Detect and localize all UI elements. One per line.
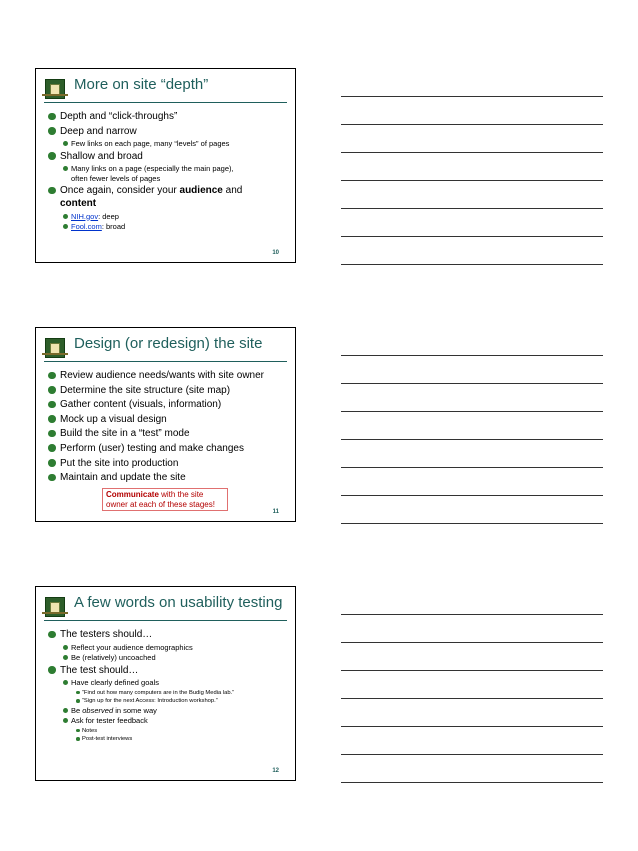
bullet: Perform (user) testing and make changes	[36, 442, 295, 455]
notes-line	[341, 152, 603, 153]
slide-10	[35, 68, 296, 263]
slide-number: 11	[272, 509, 279, 515]
slide-number: 10	[272, 250, 279, 256]
bullet	[36, 125, 295, 138]
bullet: The test should…	[36, 664, 295, 677]
bullet	[36, 110, 295, 123]
notes-line	[341, 726, 603, 727]
notes-line	[341, 264, 603, 265]
notes-line	[341, 124, 603, 125]
notes-line	[341, 523, 603, 524]
sub-bullet: Reflect your audience demographics	[36, 643, 295, 653]
bullet-text: Once again, consider your	[60, 185, 180, 196]
notes-line	[341, 355, 603, 356]
notes-line	[341, 439, 603, 440]
sub-bullet: Have clearly defined goals	[36, 678, 295, 688]
sub-sub-bullet: “Find out how many computers are in the Budig Media lab.”	[36, 689, 295, 697]
bullet-text: Depth and “click-throughs”	[60, 111, 178, 122]
bullet: Build the site in a “test” mode	[36, 427, 295, 440]
bullet: Put the site into production	[36, 457, 295, 470]
bullet-emphasis: content	[60, 198, 97, 209]
notes-line	[341, 96, 603, 97]
sub-bullet	[36, 164, 295, 183]
slide-number: 12	[272, 768, 279, 774]
notes-line	[341, 208, 603, 209]
notes-line	[341, 383, 603, 384]
bullet-text: Deep and narrow	[60, 125, 137, 137]
slide-12	[35, 586, 296, 781]
slide-header	[36, 69, 295, 103]
sub-bullet	[36, 139, 295, 149]
bullet-emphasis: observed	[82, 705, 114, 715]
notes-line	[341, 782, 603, 783]
sub-bullet: Be (relatively) uncoached	[36, 653, 295, 663]
sub-bullet	[36, 222, 295, 232]
bullet-text: in some way	[113, 705, 157, 715]
bullet-emphasis: audience	[179, 185, 223, 196]
notes-line	[341, 180, 603, 181]
callout-emphasis: Communicate	[106, 490, 159, 499]
notes-line	[341, 614, 603, 615]
bullet	[36, 150, 295, 163]
bullet: The testers should…	[36, 628, 295, 641]
bullet-text: Shallow and broad	[60, 150, 143, 162]
title-divider	[44, 620, 287, 621]
slide-11	[35, 327, 296, 522]
bullet-text: Be	[71, 705, 83, 715]
slide-body	[36, 109, 295, 233]
nih-link[interactable]: NIH.gov	[71, 211, 99, 221]
bullet: Mock up a visual design	[36, 413, 295, 426]
slide-title: More on site “depth”	[74, 76, 209, 93]
title-divider	[44, 361, 287, 362]
bullet	[36, 184, 295, 210]
bullet-text: Many links on a page (especially the main page),	[71, 164, 234, 173]
presentation-icon	[45, 79, 65, 99]
callout-text: owner at each of these stages!	[106, 500, 215, 509]
notes-line	[341, 467, 603, 468]
presentation-icon	[45, 338, 65, 358]
notes-line	[341, 754, 603, 755]
slide-header	[36, 328, 295, 362]
notes-line	[341, 411, 603, 412]
sub-bullet	[36, 706, 295, 716]
sub-bullet: Ask for tester feedback	[36, 716, 295, 726]
sub-bullet	[36, 212, 295, 222]
sub-sub-bullet: Notes	[36, 727, 295, 735]
slide-title: A few words on usability testing	[74, 594, 283, 611]
notes-line	[341, 670, 603, 671]
bullet: Review audience needs/wants with site owner	[36, 369, 295, 382]
notes-line	[341, 642, 603, 643]
sub-sub-bullet: “Sign up for the next Access: Introduction workshop.”	[36, 697, 295, 705]
bullet: Maintain and update the site	[36, 471, 295, 484]
title-divider	[44, 102, 287, 103]
slide-header	[36, 587, 295, 621]
sub-sub-bullet: Post-test interviews	[36, 735, 295, 743]
bullet: Gather content (visuals, information)	[36, 398, 295, 411]
bullet-text: and	[222, 185, 243, 196]
bullet: Determine the site structure (site map)	[36, 384, 295, 397]
slide-body	[36, 368, 295, 486]
notes-line	[341, 495, 603, 496]
bullet-text: : broad	[101, 222, 126, 231]
bullet-text: often fewer levels of pages	[71, 173, 161, 183]
slide-title: Design (or redesign) the site	[74, 335, 263, 352]
communicate-callout	[102, 488, 228, 511]
bullet-text: : deep	[98, 211, 119, 221]
bullet-text: Few links on each page, many “levels” of pages	[71, 139, 230, 148]
notes-line	[341, 698, 603, 699]
callout-text: with the site	[158, 490, 204, 499]
slide-body	[36, 627, 295, 744]
presentation-icon	[45, 597, 65, 617]
notes-line	[341, 236, 603, 237]
fool-link[interactable]: Fool.com	[71, 222, 102, 231]
